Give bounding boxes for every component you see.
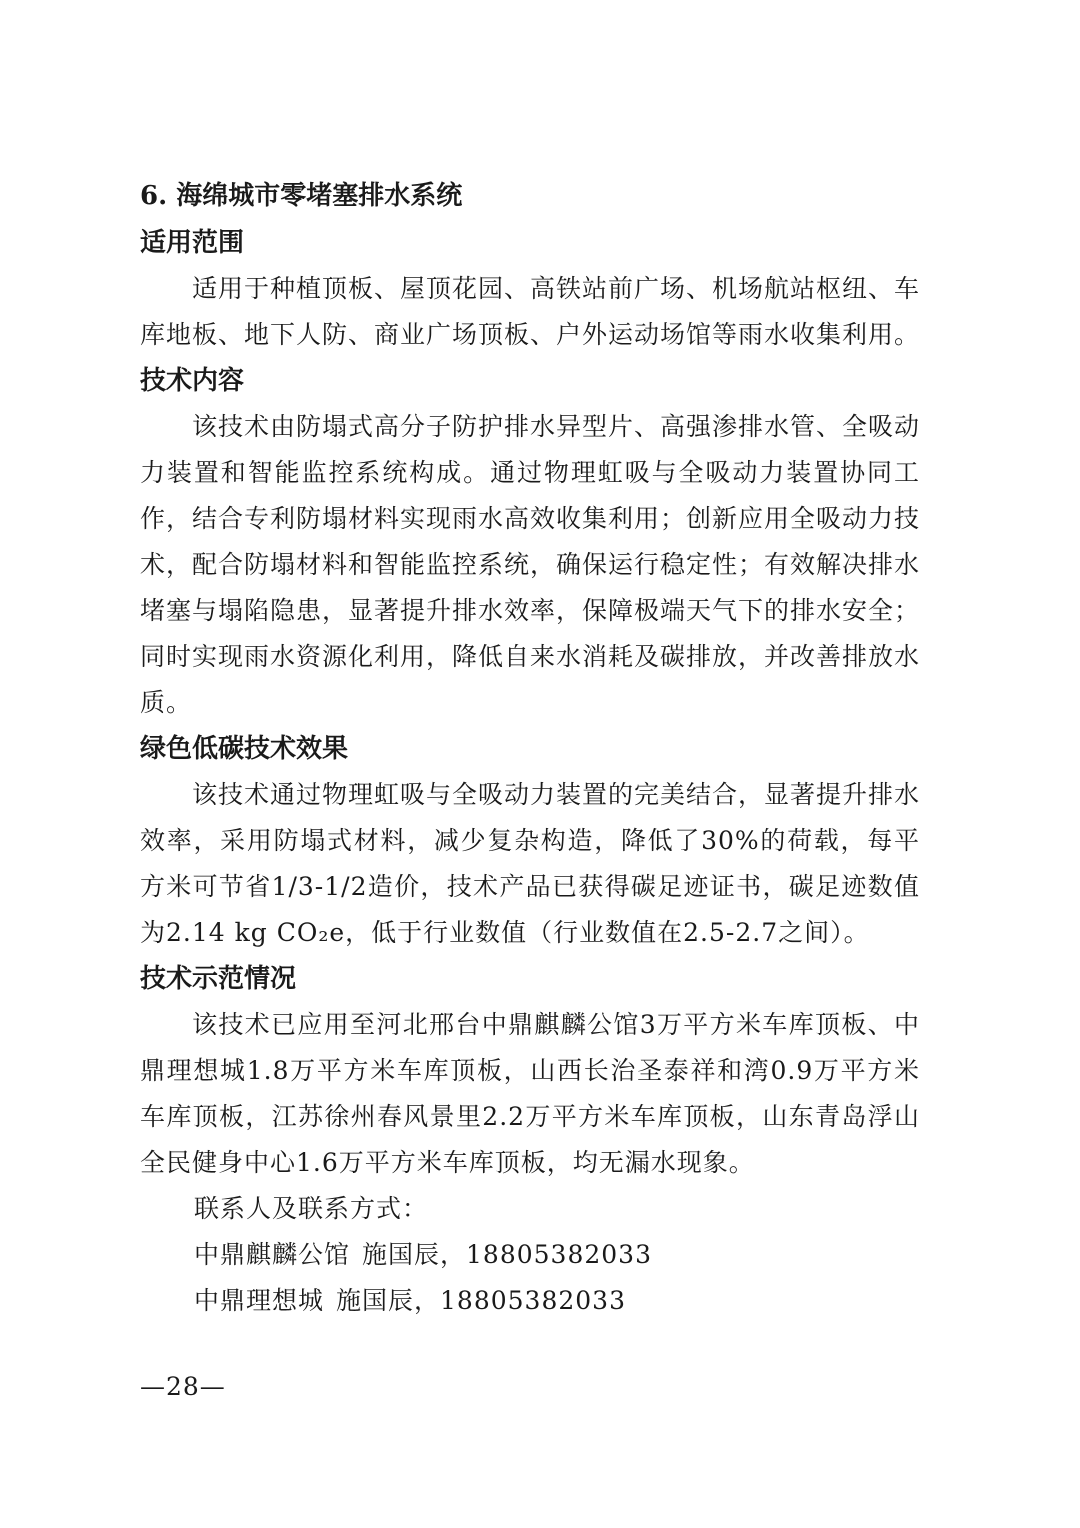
heading-technical-content: 技术内容: [140, 366, 245, 396]
contact-project: 中鼎理想城: [194, 1286, 325, 1315]
heading-demonstration: 技术示范情况: [140, 964, 297, 994]
heading-green-low-carbon-effect: 绿色低碳技术效果: [140, 734, 349, 764]
contact-project: 中鼎麒麟公馆: [194, 1240, 351, 1269]
contact-label: 联系人及联系方式：: [194, 1194, 429, 1223]
contact-person: 施国辰，18805382033: [362, 1240, 652, 1269]
contact-entry: [140, 1278, 920, 1324]
paragraph-technical-content: 该技术由防塌式高分子防护排水异型片、高强渗排水管、全吸动力装置和智能监控系统构成。通过物理虹吸与全吸动力装置协同工作，结合专利防塌材料实现雨水高效收集利用；创新应用全吸动力技术，配合防塌材料和智能监控系统，确保运行稳定性；有效解决排水堵塞与塌陷隐患，显著提升排水效率，保障极端天气下的排水安全；同时实现雨水资源化利用，降低自来水消耗及碳排放，并改善排放水质。: [140, 412, 921, 717]
paragraph-green-low-carbon-effect: 该技术通过物理虹吸与全吸动力装置的完美结合，显著提升排水效率，采用防塌式材料，减少复杂构造，降低了30%的荷载，每平方米可节省1/3-1/2造价，技术产品已获得碳足迹证书，碳足迹数值为2.14 kg CO₂e，低于行业数值（行业数值在2.5-2.7之间）。: [140, 780, 921, 947]
document-body: [140, 172, 920, 1324]
contact-person: 施国辰，18805382033: [336, 1286, 626, 1315]
paragraph-demonstration: 该技术已应用至河北邢台中鼎麒麟公馆3万平方米车库顶板、中鼎理想城1.8万平方米车库顶板，山西长治圣泰祥和湾0.9万平方米车库顶板，江苏徐州春风景里2.2万平方米车库顶板，山东青岛浮山全民健身中心1.6万平方米车库顶板，均无漏水现象。: [140, 1010, 920, 1177]
page-number: —28—: [140, 1372, 226, 1401]
heading-scope: 适用范围: [140, 228, 245, 258]
section-title: 6. 海绵城市零堵塞排水系统: [140, 181, 463, 211]
contact-entry: [140, 1232, 920, 1278]
paragraph-scope: 适用于种植顶板、屋顶花园、高铁站前广场、机场航站枢纽、车库地板、地下人防、商业广场顶板、户外运动场馆等雨水收集利用。: [140, 274, 921, 349]
